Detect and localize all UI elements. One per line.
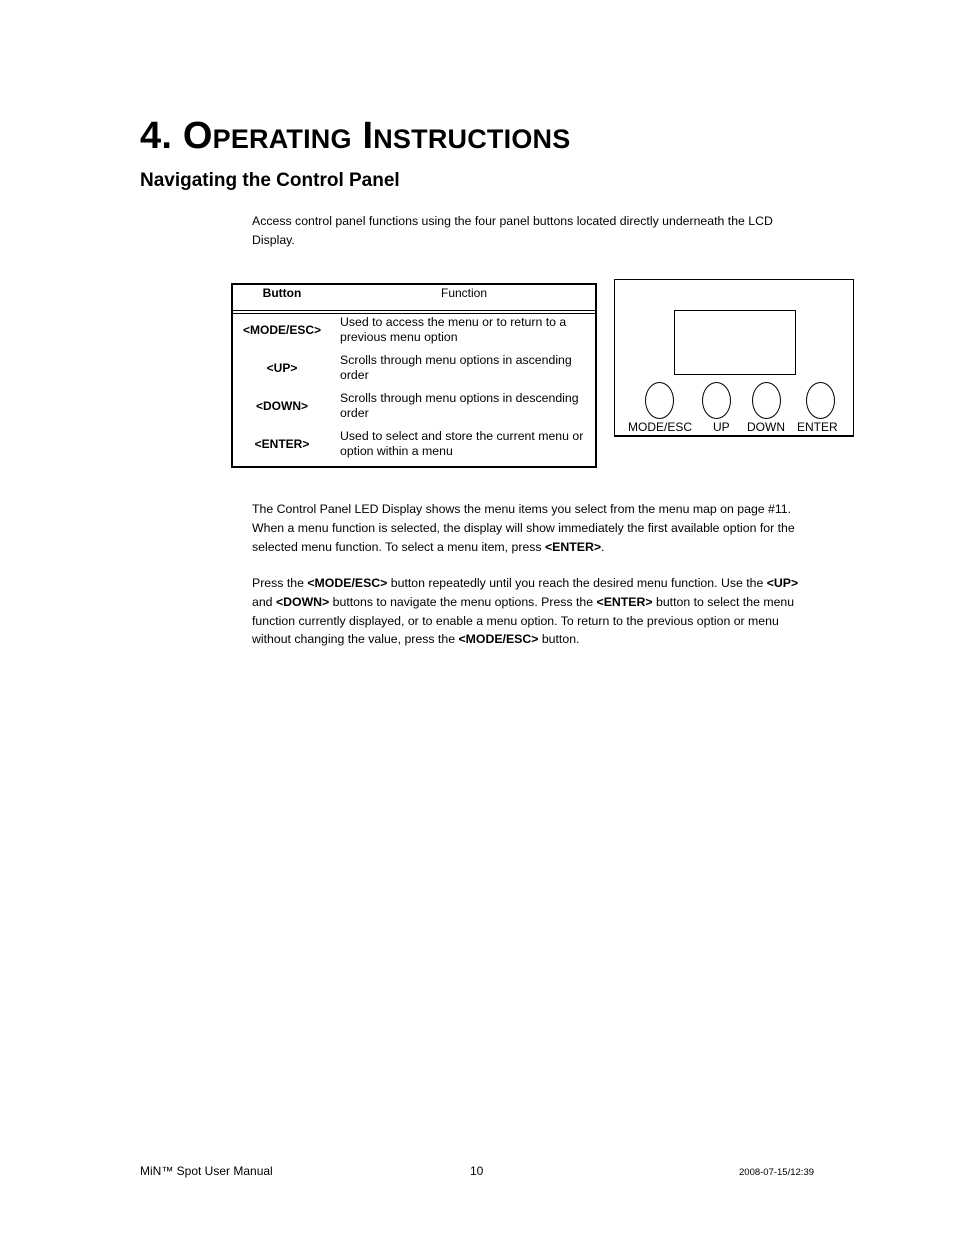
up-button-icon [702, 382, 731, 419]
footer-manual-title: MiN™ Spot User Manual [140, 1164, 273, 1178]
function-cell: Scrolls through menu options in descending order [340, 391, 579, 420]
text: button to select the menu function currently displayed, or to enable a menu option. To return to the previous option or menu without changing the value, press the [252, 594, 795, 647]
up-label: UP [713, 420, 730, 434]
text: Press the [252, 576, 308, 590]
mode-esc-key: <MODE/ESC> [307, 576, 388, 590]
footer-page-number: 10 [470, 1164, 484, 1178]
text: The Control Panel LED Display shows the menu items you select from the menu map on page #11. When a menu function is selected, the display will show immediately the first available option for the selected menu function. To select a menu item, press [252, 502, 795, 554]
enter-key: <ENTER> [545, 539, 602, 554]
button-cell: <ENTER> [254, 437, 310, 451]
text: . [601, 539, 605, 554]
down-label: DOWN [747, 420, 785, 434]
mode-esc-label: MODE/ESC [628, 420, 693, 434]
footer-date: 2008-07-15/12:39 [739, 1167, 815, 1178]
table-header [233, 285, 595, 311]
intro-paragraph: Access control panel functions using the four panel buttons located directly underneath the LCD Display. [252, 214, 773, 247]
table-row [233, 387, 595, 425]
down-key: <DOWN> [275, 594, 330, 609]
table-row [233, 349, 595, 387]
mode-esc-button-icon [645, 382, 674, 419]
table-row [233, 425, 595, 463]
function-cell: Used to access the menu or to return to a previous menu option [340, 315, 567, 344]
display-paragraph [252, 500, 812, 556]
down-button-icon [752, 382, 781, 419]
button-cell: <UP> [266, 361, 298, 375]
control-panel-diagram [614, 279, 854, 437]
enter-label: ENTER [797, 420, 838, 434]
text: button repeatedly until you reach the desired menu function. Use the [387, 576, 767, 590]
enter-key: <ENTER> [596, 594, 653, 609]
section-heading: Navigating the Control Panel [140, 170, 400, 191]
page-title: 4. Operating Instructions [140, 115, 571, 157]
enter-button-icon [806, 382, 835, 419]
text: and [252, 594, 276, 609]
mode-esc-key: <MODE/ESC> [458, 632, 539, 647]
navigation-paragraph [252, 574, 812, 649]
up-key: <UP> [766, 576, 799, 590]
function-cell: Used to select and store the current menu or option within a menu [340, 429, 584, 458]
lcd-display [674, 310, 796, 375]
button-cell: <DOWN> [255, 399, 308, 413]
header-function: Function [440, 286, 488, 300]
header-button: Button [262, 286, 302, 300]
text: buttons to navigate the menu options. Press the [329, 594, 597, 609]
text: button. [538, 632, 580, 647]
button-function-table [231, 283, 597, 468]
button-cell: <MODE/ESC> [242, 323, 322, 337]
table-row [233, 311, 595, 349]
function-cell: Scrolls through menu options in ascending order [340, 353, 572, 382]
